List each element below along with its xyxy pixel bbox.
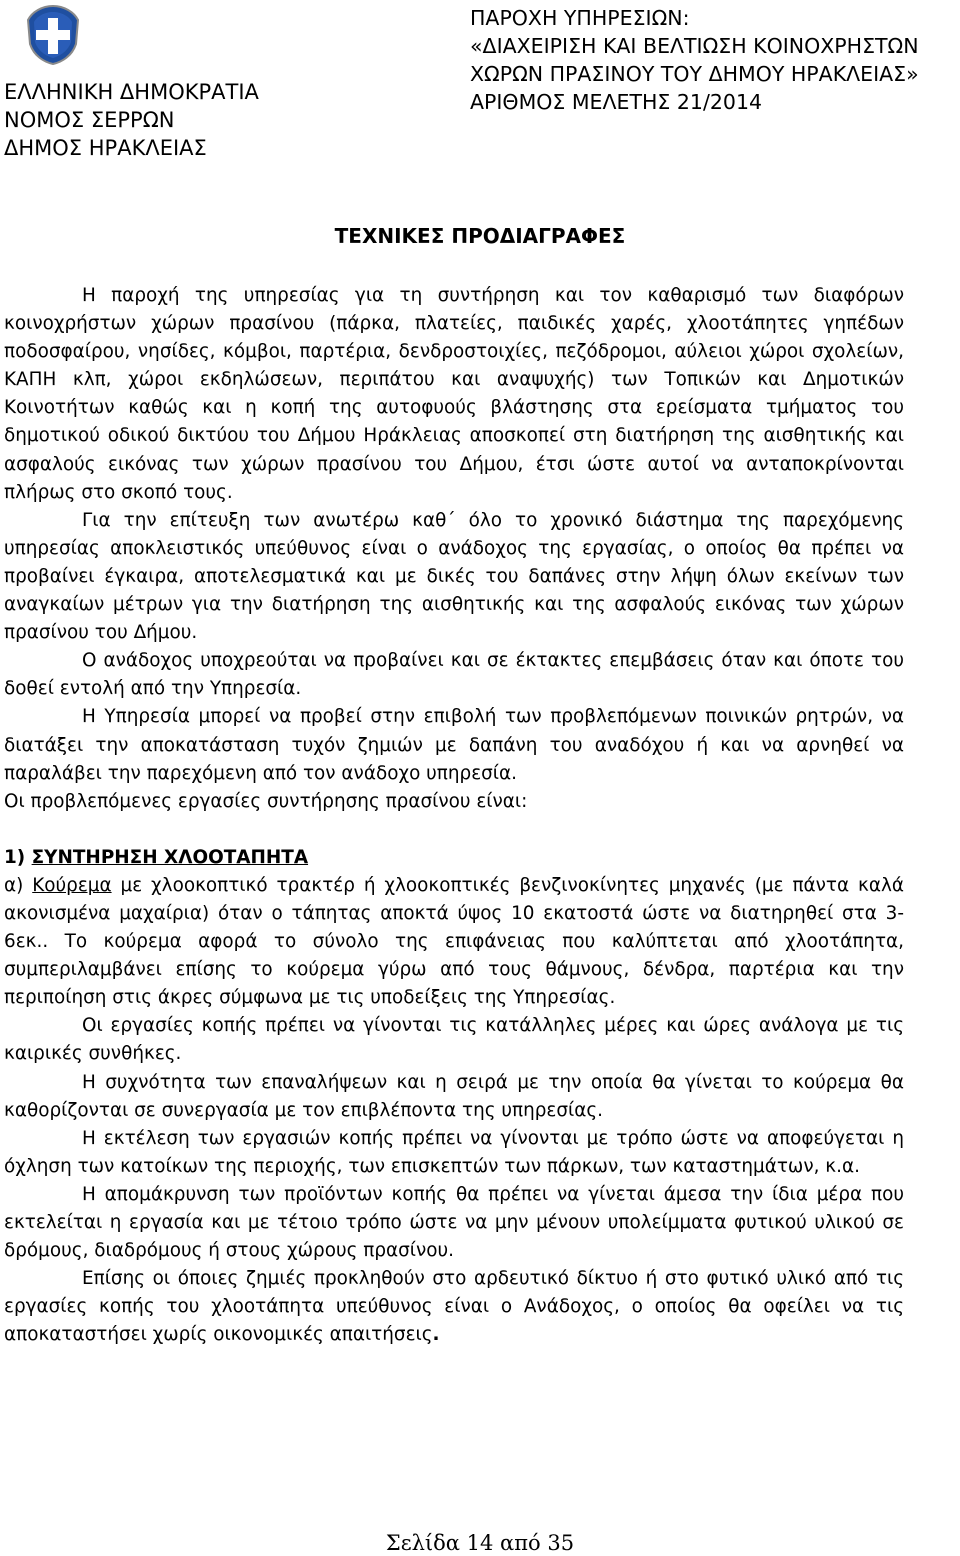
item-term: Κούρεμα: [32, 874, 112, 896]
project-block: [470, 4, 958, 116]
paragraph: Η συχνότητα των επαναλήψεων και η σειρά με την οποία θα γίνεται το κούρεμα θα καθορίζονται σε συνεργασία με τον επιβλέποντα της υπηρεσίας.: [4, 1071, 904, 1121]
paragraph: Οι εργασίες κοπής πρέπει να γίνονται τις κατάλληλες μέρες και ώρες ανάλογα με τις καιρικές συνθήκες.: [4, 1015, 904, 1065]
project-line: ΧΩΡΩΝ ΠΡΑΣΙΝΟΥ ΤΟΥ ΔΗΜΟΥ ΗΡΑΚΛΕΙΑΣ»: [470, 62, 919, 86]
issuer-line: ΔΗΜΟΣ ΗΡΑΚΛΕΙΑΣ: [4, 136, 207, 160]
section-heading: [4, 844, 904, 872]
section-title: ΣΥΝΤΗΡΗΣΗ ΧΛΟΟΤΑΠΗΤΑ: [31, 846, 309, 868]
issuer-line: ΕΛΛΗΝΙΚΗ ΔΗΜΟΚΡΑΤΙΑ: [4, 80, 259, 104]
paragraph: Η απομάκρυνση των προϊόντων κοπής θα πρέπει να γίνεται άμεσα την ίδια μέρα που εκτελείται η εργασία και με τέτοιο τρόπο ώστε να μην μένουν υπολείμματα φυτικού υλικού σε δρόμους, διαδρόμους ή στους χώρους πρασίνου.: [4, 1183, 904, 1262]
paragraph: Ο ανάδοχος υποχρεούται να προβαίνει και σε έκτακτες επεμβάσεις όταν και όποτε του δοθεί εντολή από την Υπηρεσία.: [4, 650, 904, 700]
issuer-line: ΝΟΜΟΣ ΣΕΡΡΩΝ: [4, 108, 175, 132]
section-number: 1): [4, 846, 26, 868]
paragraph-end: .: [432, 1324, 440, 1346]
project-line: «ΔΙΑΧΕΙΡΙΣΗ ΚΑΙ ΒΕΛΤΙΩΣΗ ΚΟΙΝΟΧΡΗΣΤΩΝ: [470, 34, 919, 58]
paragraph: Η Υπηρεσία μπορεί να προβεί στην επιβολή των προβλεπόμενων ποινικών ρητρών, να διατάξει την αποκατάσταση τυχόν ζημιών με δαπάνη του αναδόχου ή και να αρνηθεί να παραλάβει την παρεχόμενη από τον ανάδοχο υπηρεσία.: [4, 706, 904, 784]
paragraph: Οι προβλεπόμενες εργασίες συντήρησης πρασίνου είναι:: [4, 790, 528, 812]
paragraph: [4, 1265, 904, 1349]
item-prefix: α): [4, 874, 24, 896]
paragraph-text: Επίσης οι όποιες ζημιές προκληθούν στο αρδευτικό δίκτυο ή στο φυτικό υλικό από τις εργασίες κοπής του χλοοτάπητα υπεύθυνος είναι ο Ανάδοχος, ο οποίος θα οφείλει να τις αποκαταστήσει χωρίς οικονομικές απαιτήσεις: [4, 1268, 904, 1346]
project-line: ΠΑΡΟΧΗ ΥΠΗΡΕΣΙΩΝ:: [470, 6, 690, 30]
paragraph: Για την επίτευξη των ανωτέρω καθ΄ όλο το χρονικό διάστημα της παρεχόμενης υπηρεσίας αποκλειστικός υπεύθυνος είναι ο ανάδοχος της εργασίας, ο οποίος θα πρέπει να προβαίνει έγκαιρα, αποτελεσματικά και με δικές του δαπάνες στην λήψη όλων εκείνων των αναγκαίων μέτρων για την διατήρηση της αισθητικής και της ασφαλούς εικόνας των χώρων πρασίνου του Δήμου.: [4, 509, 904, 644]
paragraph: Η παροχή της υπηρεσίας για τη συντήρηση και τον καθαρισμό των διαφόρων κοινοχρήστων χώρων πρασίνου (πάρκα, πλατείες, παιδικές χαρές, χλοοτάπητες γηπέδων ποδοσφαίρου, νησίδες, κόμβοι, παρτέρια, δενδροστοιχίες, πεζόδρομοι, αύλειοι χώροι σχολείων, ΚΑΠΗ κλπ, χώροι εκδηλώσεων, περιπάτου και αναψυχής) των Τοπικών και Δημοτικών Κοινοτήτων καθώς και η κοπή της αυτοφυούς βλάστησης στα ερείσματα τμήματος του δημοτικού οδικού δικτύου του Δήμου Ηράκλειας αποσκοπεί στη διατήρηση της αισθητικής και ασφαλούς εικόνας των χώρων πρασίνου του Δήμου, έτσι ώστε αυτοί να ανταποκρίνονται πλήρως στο σκοπό τους.: [4, 285, 904, 503]
greek-coat-of-arms-icon: [24, 4, 82, 66]
document-title: ΤΕΧΝΙΚΕΣ ΠΡΟΔΙΑΓΡΑΦΕΣ: [334, 224, 626, 248]
list-item: [4, 872, 904, 1012]
paragraph: Η εκτέλεση των εργασιών κοπής πρέπει να γίνονται με τρόπο ώστε να αποφεύγεται η όχληση των κατοίκων της περιοχής, των επισκεπτών των πάρκων, των καταστημάτων, κ.α.: [4, 1127, 904, 1177]
project-line: ΑΡΙΘΜΟΣ ΜΕΛΕΤΗΣ 21/2014: [470, 90, 763, 114]
issuer-block: [4, 78, 304, 162]
item-text: με χλοοκοπτικό τρακτέρ ή χλοοκοπτικές βενζινοκίνητες μηχανές (με πάντα καλά ακονισμένα μαχαίρια) όταν ο τάπητας αποκτά ύψος 10 εκατοστά ώστε να διατηρηθεί στα 3-6εκ.. Το κούρεμα αφορά το σύνολο της επιφάνειας που καλύπτεται από χλοοτάπητα, συμπεριλαμβάνει επίσης το κούρεμα γύρω από τους θάμνους, δένδρα, παρτέρια και την περιποίηση στις άκρες σύμφωνα με τις υποδείξεις της Υπηρεσίας.: [4, 874, 904, 1009]
body-text: [4, 282, 904, 1349]
page-number: Σελίδα 14 από 35: [385, 1531, 575, 1555]
